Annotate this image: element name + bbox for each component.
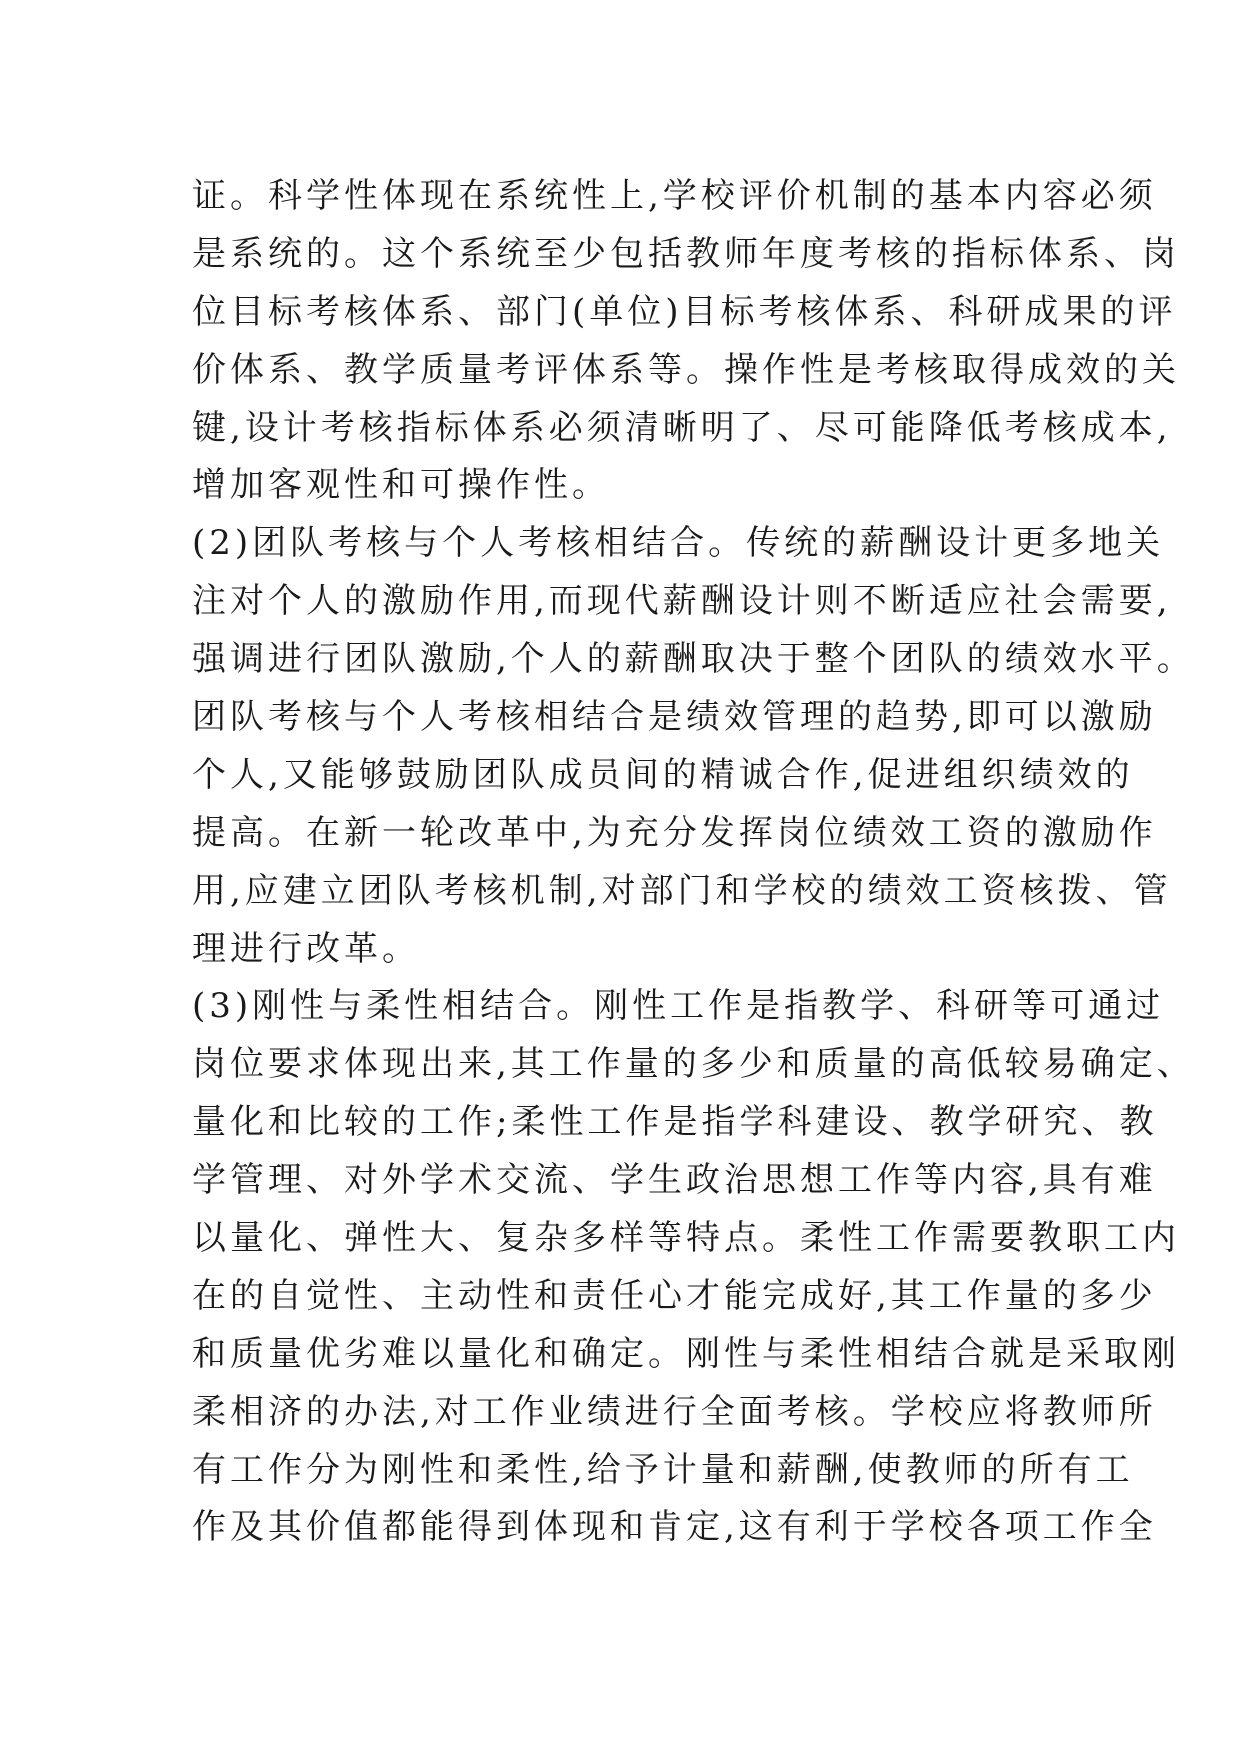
- text-line: 有工作分为刚性和柔性,给予计量和薪酬,使教师的所有工: [192, 1449, 1134, 1490]
- text-line: 柔相济的办法,对工作业绩进行全面考核。学校应将教师所: [192, 1391, 1157, 1432]
- text-line: 岗位要求体现出来,其工作量的多少和质量的高低较易确定、: [192, 1044, 1195, 1085]
- text-line: 位目标考核体系、部门(单位)目标考核体系、科研成果的评: [192, 291, 1177, 332]
- body-text: [192, 168, 1195, 1557]
- text-line: (2)团队考核与个人考核相结合。传统的薪酬设计更多地关: [192, 523, 1165, 564]
- text-line: 是系统的。这个系统至少包括教师年度考核的指标体系、岗: [192, 233, 1180, 274]
- text-line: 证。科学性体现在系统性上,学校评价机制的基本内容必须: [192, 176, 1157, 216]
- text-line: 团队考核与个人考核相结合是绩效管理的趋势,即可以激励: [192, 697, 1157, 738]
- text-line: 注对个人的激励作用,而现代薪酬设计则不断适应社会需要,: [192, 581, 1172, 622]
- text-line: (3)刚性与柔性相结合。刚性工作是指教学、科研等可通过: [192, 986, 1165, 1027]
- text-line: 在的自觉性、主动性和责任心才能完成好,其工作量的多少: [192, 1275, 1157, 1316]
- text-line: 提高。在新一轮改革中,为充分发挥岗位绩效工资的激励作: [192, 812, 1157, 853]
- text-line: 理进行改革。: [192, 928, 420, 969]
- text-line: 个人,又能够鼓励团队成员间的精诚合作,促进组织绩效的: [192, 754, 1134, 795]
- text-line: 用,应建立团队考核机制,对部门和学校的绩效工资核拨、管: [192, 870, 1172, 911]
- text-line: 增加客观性和可操作性。: [192, 465, 610, 506]
- text-line: 学管理、对外学术交流、学生政治思想工作等内容,具有难: [192, 1160, 1157, 1201]
- text-line: 量化和比较的工作;柔性工作是指学科建设、教学研究、教: [192, 1102, 1158, 1143]
- text-line: 价体系、教学质量考评体系等。操作性是考核取得成效的关: [192, 349, 1180, 390]
- text-line: 键,设计考核指标体系必须清晰明了、尽可能降低考核成本,: [192, 407, 1172, 448]
- text-line: 和质量优劣难以量化和确定。刚性与柔性相结合就是采取刚: [192, 1333, 1180, 1374]
- text-line: 作及其价值都能得到体现和肯定,这有利于学校各项工作全: [192, 1507, 1157, 1548]
- text-line: 强调进行团队激励,个人的薪酬取决于整个团队的绩效水平。: [192, 639, 1195, 680]
- text-line: 以量化、弹性大、复杂多样等特点。柔性工作需要教职工内: [192, 1218, 1180, 1259]
